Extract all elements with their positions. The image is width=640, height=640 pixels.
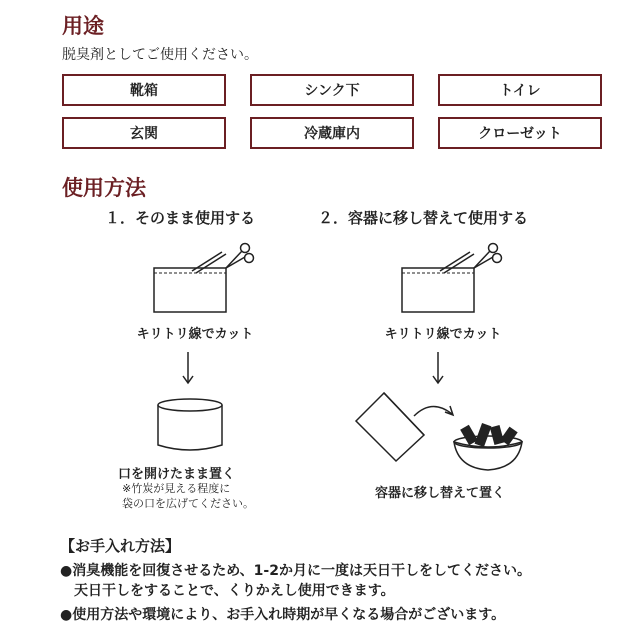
usage-intro: 脱臭剤としてご使用ください。: [62, 47, 258, 63]
scissors-icon: [222, 240, 256, 274]
down-arrow-icon: [430, 352, 446, 386]
care-line-2: 天日干しをすることで、くりかえし使用できます。: [74, 583, 395, 599]
step2-title: ２．容器に移し替えて使用する: [318, 209, 529, 227]
place-box-refrigerator: 冷蔵庫内: [250, 117, 414, 149]
step2-cut-label: キリトリ線でカット: [384, 327, 502, 342]
howto-title: 使用方法: [62, 176, 146, 200]
usage-title: 用途: [62, 14, 104, 38]
step1-cut-label: キリトリ線でカット: [136, 327, 254, 342]
place-box-entrance: 玄関: [62, 117, 226, 149]
step1-note-line2: 袋の口を広げてください。: [122, 497, 254, 510]
step1-result-label: 口を開けたまま置く: [118, 467, 236, 482]
open-bag-illustration: [150, 395, 230, 457]
place-box-under-sink: シンク下: [250, 74, 414, 106]
bowl-charcoal-illustration: [448, 418, 528, 473]
care-line-3: ●使用方法や環境により、お手入れ時期が早くなる場合がございます。: [60, 607, 506, 623]
down-arrow-icon: [180, 352, 196, 386]
step1-note-line1: ※竹炭が見える程度に: [122, 482, 231, 495]
scissors-icon: [470, 240, 504, 274]
step1-title: １．そのまま使用する: [105, 209, 256, 227]
care-line-1: ●消臭機能を回復させるため、1-2か月に一度は天日干しをしてください。: [60, 563, 531, 579]
place-box-shoe-cabinet: 靴箱: [62, 74, 226, 106]
place-box-closet: クローゼット: [438, 117, 602, 149]
care-title: 【お手入れ方法】: [60, 537, 181, 555]
step2-result-label: 容器に移し替えて置く: [374, 486, 505, 501]
place-box-toilet: トイレ: [438, 74, 602, 106]
